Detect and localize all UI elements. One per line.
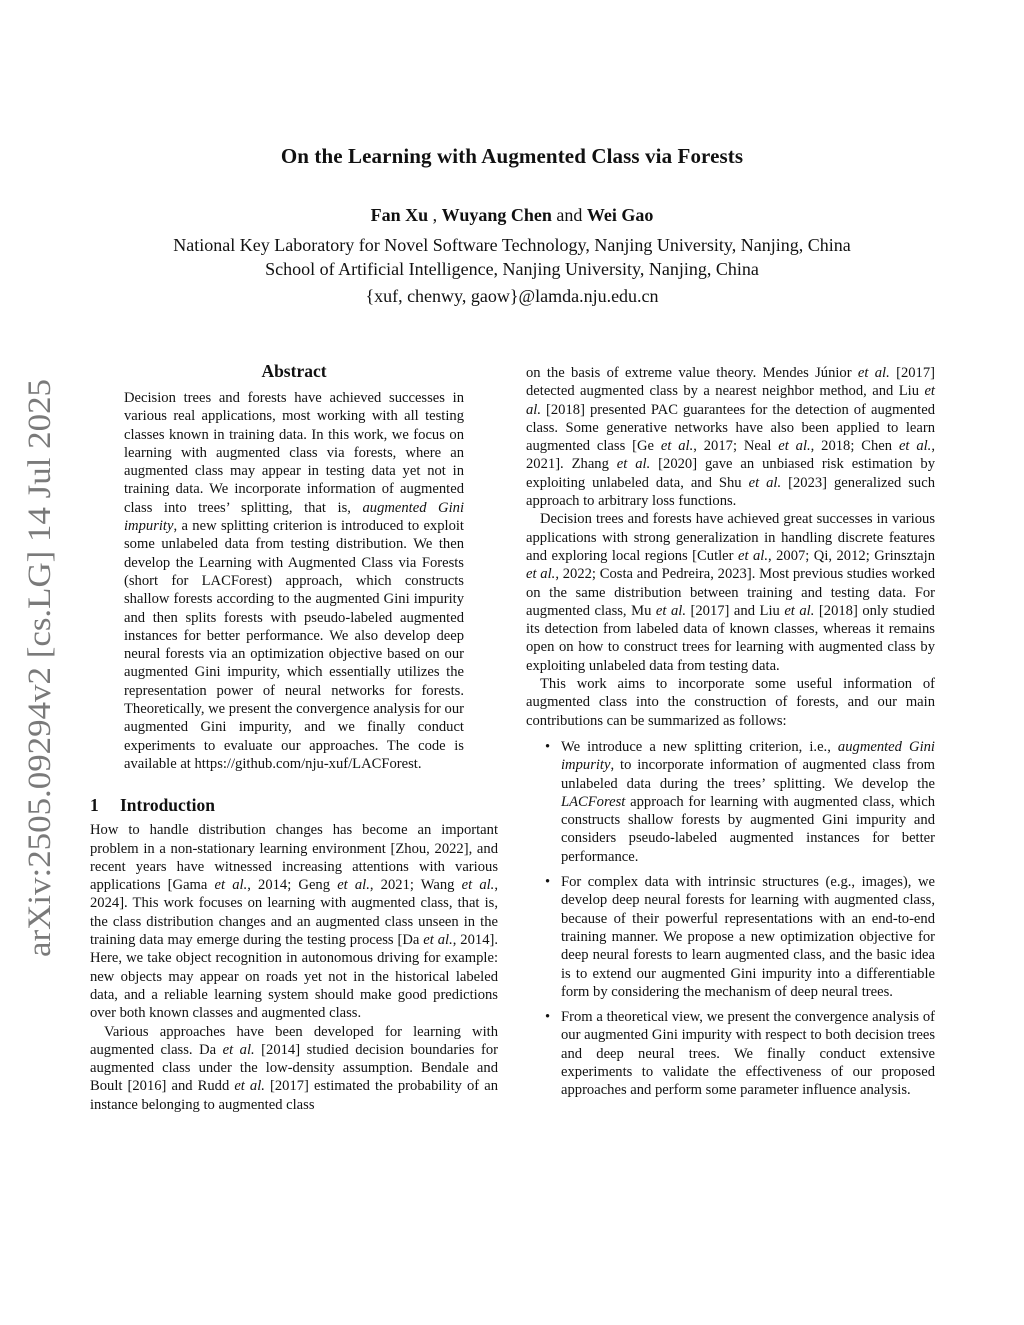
citation-etal: et al. — [526, 383, 935, 418]
bullet-marker: • — [545, 1009, 551, 1026]
affiliation-line: National Key Laboratory for Novel Software Technology, Nanjing University, Nanjing, China — [173, 235, 851, 255]
text-run: [2018] presented PAC guarantees for the detection of augmented class. Some generative networks have also been applied to learn augmented class [Ge — [526, 401, 935, 455]
body-paragraph — [90, 821, 498, 1022]
text-run: , to incorporate information of augmented class from unlabeled data during the trees’ splitting. We develop the — [561, 757, 935, 792]
contribution-list — [526, 738, 935, 1100]
text-run: , 2021; Wang — [369, 877, 462, 894]
text-run: [2018] only studied its detection from labeled data of known classes, whereas it remains open on how to construct trees for learning with augmented class by exploiting unlabeled data from testing data. — [526, 602, 935, 674]
contribution-item — [526, 1008, 935, 1099]
citation-etal: et al. — [655, 602, 686, 619]
text-run: , 2021]. Zhang — [526, 438, 935, 473]
text-run: From a theoretical view, we present the convergence analysis of our augmented Gini impurity with respect to both decision trees and deep neural trees. We finally conduct extensive experiments to validate the effectiveness of our proposed approaches and perform some parameter influence analysis. — [561, 1009, 935, 1099]
text-run: How to handle distribution changes has become an important problem in a non-stationary learning environment [Zhou, 2022], and recent years have witnessed increasing attentions with various applications [Gama — [90, 822, 498, 894]
arxiv-identifier-text: arXiv:2505.09294v2 [cs.LG] 14 Jul 2025 — [22, 410, 58, 957]
citation-etal: et al. — [461, 877, 495, 894]
body-paragraph — [90, 1023, 498, 1114]
arxiv-identifier-stamp — [17, 378, 59, 958]
citation-etal: et al. — [423, 932, 453, 949]
citation-etal: et al. — [337, 877, 370, 894]
author-name: Wuyang Chen — [441, 205, 552, 225]
section-title: Introduction — [120, 795, 215, 816]
section-number: 1 — [90, 795, 99, 816]
bullet-marker: • — [545, 738, 551, 755]
section-heading-introduction — [90, 794, 498, 816]
citation-etal: et al. — [660, 438, 694, 455]
affiliation-line: School of Artificial Intelligence, Nanjing University, Nanjing, China — [265, 259, 759, 279]
bullet-marker: • — [545, 874, 551, 891]
text-run: , 2014]. Here, we take object recognition in autonomous driving for example: new objects may appear on roads yet not in the historical labeled data, and a reliable learning system should make good predictions over both known classes and augmented class. — [90, 932, 498, 1022]
text-run: , 2017; Neal — [693, 438, 779, 455]
contribution-item — [526, 738, 935, 866]
emphasis: LACForest — [561, 793, 626, 810]
text-run: approach for learning with augmented class, which constructs shallow forests by augmented Gini impurity and considers pseudo-labeled augmented instances for better performance. — [561, 793, 935, 865]
text-run: [2023] generalized such approach to arbitrary loss functions. — [526, 474, 935, 510]
citation-etal: et al. — [616, 456, 651, 473]
citation-etal: et al. — [234, 1078, 265, 1095]
text-run: Decision trees and forests have achieved great successes in various applications with strong generalization in handling discrete features and exploring local regions [Cutler — [526, 511, 935, 564]
text-run: on the basis of extreme value theory. Mendes Júnior — [526, 365, 858, 381]
text-run: For complex data with intrinsic structures (e.g., images), we develop deep neural forests for learning with augmented class, because of their powerful representations with an end-to-end training manner. We propose a new optimization objective for deep neural forests to learn augmented class, and the basic idea is to extend our augmented Gini impurity into a differentiable form by considering the mechanism of deep neural trees. — [561, 874, 935, 1000]
citation-etal: et al. — [778, 438, 811, 455]
abstract-text: Decision trees and forests have achieved successes in various real applications, most working with all testing classes known in training data. In this work, we focus on learning with augmented class via forests, where an augmented class may appear in testing data yet not in training data. We incorporate information of augmented class into trees’ splitting, that is, — [124, 390, 464, 516]
body-paragraph — [526, 364, 935, 510]
abstract-emphasis: augmented Gini impurity — [124, 499, 464, 535]
body-paragraph: This work aims to incorporate some useful information of augmented class into the construction of forests, and our main contributions can be summarized as follows: — [526, 676, 935, 729]
author-name: Wei Gao — [586, 205, 654, 225]
author-name: Fan Xu — [370, 205, 429, 225]
abstract-text: , a new splitting criterion is introduced to exploit some unlabeled data from testing distribution. We then develop the Learning with Augmented Class via Forests (short for LACForest) approach, which constructs shallow forests according to the augmented Gini impurity and then splits forests with pseudo-labeled augmented instances for better performance. We also develop deep neural forests via an optimization objective based on our augmented Gini impurity, which essentially utilizes the representation power of neural networks for forests. Theoretically, we present the convergence analysis for our augmented Gini impurity, and we finally conduct experiments to evaluate our approaches. The code is available at https://github.com/nju-xuf/LACForest. — [124, 518, 464, 772]
citation-etal: et al. — [737, 547, 768, 564]
text-run: [2017] and Liu — [685, 602, 785, 619]
emphasis: augmented Gini impurity — [561, 738, 935, 774]
text-run: [2017] estimated the probability of an instance belonging to augmented class — [90, 1078, 498, 1113]
paper-title: On the Learning with Augmented Class via Forests — [280, 144, 744, 168]
text-run: , 2014; Geng — [247, 877, 338, 894]
contribution-item — [526, 873, 935, 1001]
text-run: , 2018; Chen — [810, 438, 899, 455]
citation-etal: et al. — [526, 566, 556, 583]
text-run: , 2024]. This work focuses on learning with augmented class, that is, the class distribution changes and an augmented class unseen in the training data may emerge during the testing process [Da — [90, 877, 498, 949]
right-column — [526, 364, 935, 1107]
left-column — [90, 360, 498, 1114]
author-emails: {xuf, chenwy, gaow}@lamda.nju.edu.cn — [365, 286, 659, 306]
text-run: , 2007; Qi, 2012; Grinsztajn — [767, 547, 935, 564]
author-list — [0, 205, 1024, 226]
abstract-heading: Abstract — [261, 361, 327, 381]
citation-etal: et al. — [214, 877, 248, 894]
abstract-body — [124, 389, 464, 773]
text-run: We introduce a new splitting criterion, i.e., — [561, 738, 838, 755]
citation-etal: et al. — [898, 438, 932, 455]
text-run: [2020] gave an unbiased risk estimation by exploiting unlabeled data, and Shu — [526, 456, 935, 491]
text-run: [2014] studied decision boundaries for augmented class under the low-density assumption. Bendale and Boult [2016] and Rudd — [90, 1041, 498, 1095]
author-separator: , — [428, 205, 442, 225]
body-paragraph — [526, 510, 935, 675]
citation-etal: et al. — [748, 474, 782, 491]
citation-etal: et al. — [784, 602, 815, 619]
citation-etal: et al. — [222, 1041, 255, 1058]
text-run: Various approaches have been developed for learning with augmented class. Da — [90, 1023, 498, 1058]
citation-etal: et al. — [857, 365, 890, 381]
text-run: , 2022; Costa and Pedreira, 2023]. Most previous studies worked on the same distribution between training and testing data. For augmented class, Mu — [526, 566, 935, 619]
text-run: [2017] detected augmented class by a nearest neighbor method, and Liu — [526, 365, 935, 400]
author-separator: and — [551, 205, 587, 225]
